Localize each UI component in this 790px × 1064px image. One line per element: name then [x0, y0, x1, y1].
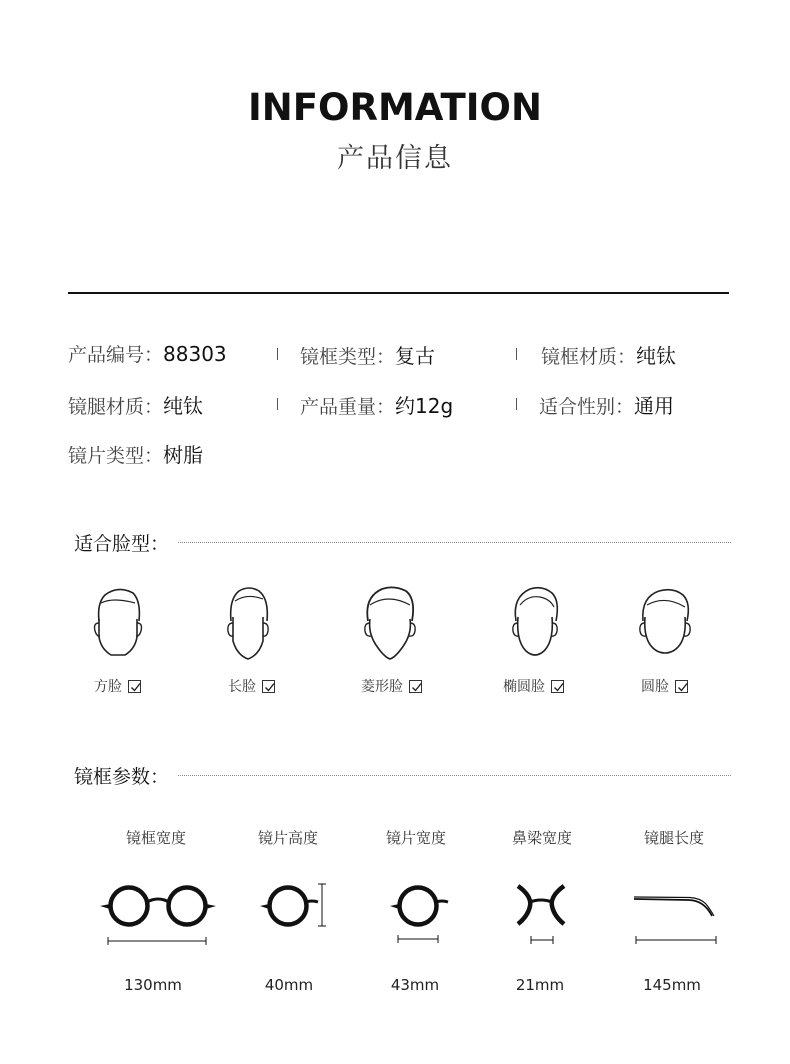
- spec-value: 88303: [163, 342, 227, 366]
- face-label-text: 方脸: [94, 679, 122, 695]
- param-label-lens-width: 镜片宽度: [385, 829, 446, 847]
- param-label-lens-height: 镜片高度: [257, 829, 318, 847]
- face-label-square: [94, 676, 141, 696]
- spec-row-1: [68, 340, 730, 370]
- checkbox-checked-icon: [262, 680, 275, 693]
- checkbox-checked-icon: [128, 680, 141, 693]
- spec-label: 适合性别：: [539, 396, 635, 418]
- face-label-text: 圆脸: [641, 679, 669, 695]
- spec-value: 复古: [395, 344, 436, 368]
- spec-label: 镜腿材质：: [68, 396, 164, 418]
- face-label-diamond: [361, 676, 422, 696]
- param-label-frame-width: 镜框宽度: [125, 829, 186, 847]
- spec-item-product-number: [68, 340, 227, 367]
- param-value-bridge-width: 21mm: [515, 976, 565, 994]
- spec-value: 树脂: [163, 443, 204, 467]
- diamond-face-icon: [354, 583, 424, 663]
- spec-value: 通用: [634, 394, 675, 418]
- face-label-round: [641, 676, 688, 696]
- temple-length-icon: [630, 878, 726, 948]
- param-value-frame-width: 130mm: [124, 976, 182, 994]
- face-label-text: 长脸: [228, 679, 256, 695]
- checkbox-checked-icon: [551, 680, 564, 693]
- spec-row-3: [68, 439, 730, 469]
- checkbox-checked-icon: [675, 680, 688, 693]
- spec-separator: [516, 398, 517, 410]
- param-label-bridge-width: 鼻梁宽度: [511, 829, 572, 847]
- round-face-icon: [629, 583, 699, 663]
- header-divider: [68, 292, 729, 294]
- spec-separator: [516, 348, 517, 360]
- face-label-oval: [503, 676, 564, 696]
- bridge-width-icon: [512, 878, 572, 948]
- spec-label: 镜框类型：: [300, 346, 396, 368]
- param-value-lens-width: 43mm: [390, 976, 440, 994]
- param-section-dotline: [178, 775, 731, 776]
- face-section-dotline: [178, 542, 731, 543]
- face-label-long: [228, 676, 275, 696]
- spec-item-frame-material: [541, 340, 676, 369]
- page-title-cn: 产品信息: [337, 143, 453, 174]
- face-label-text: 菱形脸: [361, 679, 403, 695]
- spec-label: 镜框材质：: [541, 346, 637, 368]
- param-section-title: 镜框参数：: [74, 766, 170, 788]
- spec-row-2: [68, 390, 730, 420]
- spec-item-weight: [300, 390, 453, 419]
- spec-item-lens-type: [68, 439, 203, 468]
- lens-height-icon: [256, 878, 336, 938]
- lens-width-icon: [386, 878, 456, 948]
- spec-value: 纯钛: [163, 394, 204, 418]
- checkbox-checked-icon: [409, 680, 422, 693]
- square-face-icon: [83, 583, 153, 663]
- param-value-temple-length: 145mm: [643, 976, 701, 994]
- long-face-icon: [213, 583, 283, 663]
- face-section-title: 适合脸型：: [74, 533, 170, 555]
- param-value-lens-height: 40mm: [264, 976, 314, 994]
- oval-face-icon: [500, 583, 570, 663]
- spec-value: 纯钛: [636, 344, 677, 368]
- spec-item-gender: [539, 390, 674, 419]
- spec-label: 产品编号：: [68, 344, 164, 366]
- page-title-en: INFORMATION: [248, 86, 542, 129]
- param-label-temple-length: 镜腿长度: [643, 829, 704, 847]
- spec-label: 镜片类型：: [68, 445, 164, 467]
- spec-value: 约12g: [395, 394, 454, 418]
- spec-item-temple-material: [68, 390, 203, 419]
- spec-item-frame-type: [300, 340, 435, 369]
- spec-label: 产品重量：: [300, 396, 396, 418]
- face-label-text: 椭圆脸: [503, 679, 545, 695]
- spec-separator: [277, 348, 278, 360]
- spec-separator: [277, 398, 278, 410]
- frame-width-icon: [96, 878, 220, 948]
